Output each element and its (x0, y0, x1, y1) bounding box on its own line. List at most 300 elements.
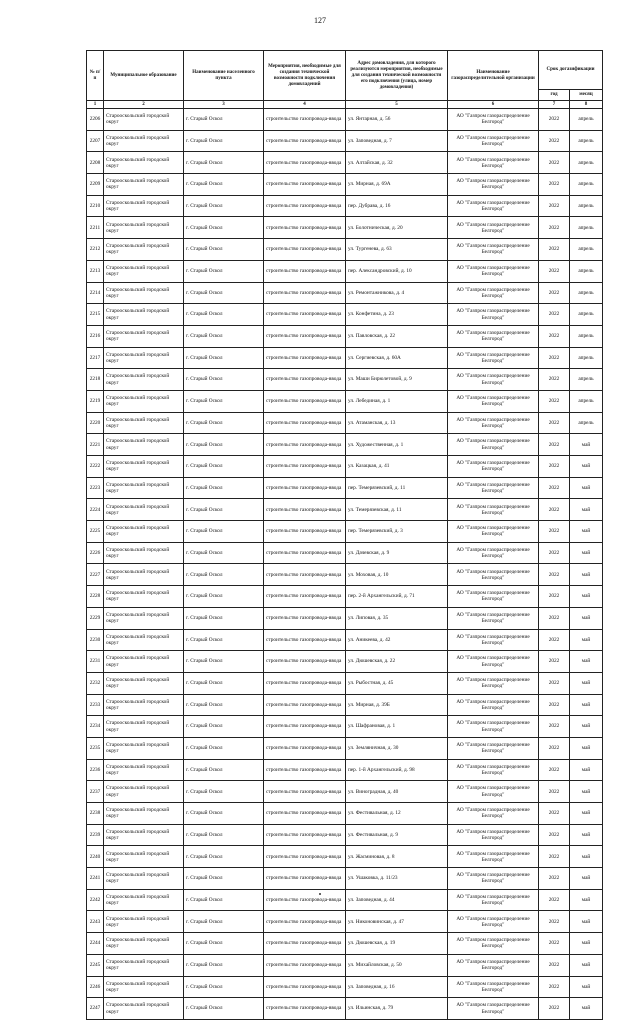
row-number: 2240 (87, 846, 104, 868)
settlement-cell: г. Старый Оскол (184, 282, 264, 304)
organization-cell: АО "Газпром газораспределение Белгород" (448, 152, 539, 174)
row-number: 2217 (87, 347, 104, 369)
year-cell: 2022 (539, 542, 570, 564)
table-row (87, 521, 603, 543)
table-row (87, 889, 603, 911)
address-cell: пер. Александровский, д. 10 (346, 260, 448, 282)
month-cell: май (570, 716, 603, 738)
column-number-row (87, 101, 603, 109)
row-number: 2227 (87, 564, 104, 586)
month-cell: апрель (570, 369, 603, 391)
month-cell: май (570, 586, 603, 608)
settlement-cell: г. Старый Оскол (184, 629, 264, 651)
measure-cell: строительство газопровода-ввода (264, 152, 346, 174)
row-number: 2220 (87, 412, 104, 434)
organization-cell: АО "Газпром газораспределение Белгород" (448, 130, 539, 152)
address-cell: ул. Земляничная, д. 30 (346, 737, 448, 759)
municipality-cell: Старооскольский городской округ (104, 586, 184, 608)
organization-cell: АО "Газпром газораспределение Белгород" (448, 998, 539, 1020)
month-cell: апрель (570, 195, 603, 217)
municipality-cell: Старооскольский городской округ (104, 152, 184, 174)
measure-cell: строительство газопровода-ввода (264, 499, 346, 521)
organization-cell: АО "Газпром газораспределение Белгород" (448, 390, 539, 412)
organization-cell: АО "Газпром газораспределение Белгород" (448, 824, 539, 846)
organization-cell: АО "Газпром газораспределение Белгород" (448, 477, 539, 499)
municipality-cell: Старооскольский городской округ (104, 694, 184, 716)
year-cell: 2022 (539, 911, 570, 933)
organization-cell: АО "Газпром газораспределение Белгород" (448, 347, 539, 369)
municipality-cell: Старооскольский городской округ (104, 390, 184, 412)
organization-cell: АО "Газпром газораспределение Белгород" (448, 239, 539, 261)
address-cell: пер. Дубрава, д. 16 (346, 195, 448, 217)
measure-cell: строительство газопровода-ввода (264, 109, 346, 131)
measure-cell: строительство газопровода-ввода (264, 629, 346, 651)
measure-cell: строительство газопровода-ввода (264, 586, 346, 608)
settlement-cell: г. Старый Оскол (184, 737, 264, 759)
table-row (87, 456, 603, 478)
table-row (87, 759, 603, 781)
row-number: 2221 (87, 434, 104, 456)
header-num: № п/п (87, 51, 104, 101)
address-cell: ул. Фестивальная, д. 9 (346, 824, 448, 846)
year-cell: 2022 (539, 325, 570, 347)
row-number: 2241 (87, 868, 104, 890)
settlement-cell: г. Старый Оскол (184, 521, 264, 543)
row-number: 2212 (87, 239, 104, 261)
row-number: 2216 (87, 325, 104, 347)
col-number: 4 (264, 101, 346, 109)
municipality-cell: Старооскольский городской округ (104, 954, 184, 976)
row-number: 2218 (87, 369, 104, 391)
settlement-cell: г. Старый Оскол (184, 456, 264, 478)
organization-cell: АО "Газпром газораспределение Белгород" (448, 456, 539, 478)
header-address: Адрес домовладения, для которого реализуются мероприятия, необходимые для создания технической возможности его подключения (улица, номер домовладения) (346, 51, 448, 101)
measure-cell: строительство газопровода-ввода (264, 933, 346, 955)
organization-cell: АО "Газпром газораспределение Белгород" (448, 672, 539, 694)
table-row (87, 325, 603, 347)
settlement-cell: г. Старый Оскол (184, 759, 264, 781)
table-row (87, 651, 603, 673)
measure-cell: строительство газопровода-ввода (264, 694, 346, 716)
organization-cell: АО "Газпром газораспределение Белгород" (448, 933, 539, 955)
row-number: 2236 (87, 759, 104, 781)
row-number: 2208 (87, 152, 104, 174)
municipality-cell: Старооскольский городской округ (104, 542, 184, 564)
year-cell: 2022 (539, 174, 570, 196)
address-cell: ул. Заповедная, д. 7 (346, 130, 448, 152)
table-row (87, 130, 603, 152)
municipality-cell: Старооскольский городской округ (104, 109, 184, 131)
organization-cell: АО "Газпром газораспределение Белгород" (448, 195, 539, 217)
row-number: 2235 (87, 737, 104, 759)
measure-cell: строительство газопровода-ввода (264, 911, 346, 933)
table-row (87, 607, 603, 629)
municipality-cell: Старооскольский городской округ (104, 347, 184, 369)
row-number: 2228 (87, 586, 104, 608)
municipality-cell: Старооскольский городской округ (104, 217, 184, 239)
month-cell: май (570, 846, 603, 868)
year-cell: 2022 (539, 564, 570, 586)
table-row (87, 217, 603, 239)
table-row (87, 824, 603, 846)
year-cell: 2022 (539, 195, 570, 217)
month-cell: май (570, 477, 603, 499)
row-number: 2247 (87, 998, 104, 1020)
organization-cell: АО "Газпром газораспределение Белгород" (448, 737, 539, 759)
address-cell: ул. Маши Бирюлетовой, д. 9 (346, 369, 448, 391)
row-number: 2232 (87, 672, 104, 694)
measure-cell: строительство газопровода-ввода (264, 477, 346, 499)
address-cell: ул. Ушаковка, д. 11/23 (346, 868, 448, 890)
row-number: 2234 (87, 716, 104, 738)
year-cell: 2022 (539, 217, 570, 239)
municipality-cell: Старооскольский городской округ (104, 456, 184, 478)
municipality-cell: Старооскольский городской округ (104, 759, 184, 781)
month-cell: май (570, 998, 603, 1020)
municipality-cell: Старооскольский городской округ (104, 499, 184, 521)
address-cell: ул. Конфетина, д. 23 (346, 304, 448, 326)
month-cell: апрель (570, 130, 603, 152)
year-cell: 2022 (539, 889, 570, 911)
settlement-cell: г. Старый Оскол (184, 174, 264, 196)
month-cell: май (570, 954, 603, 976)
organization-cell: АО "Газпром газораспределение Белгород" (448, 911, 539, 933)
measure-cell: строительство газопровода-ввода (264, 868, 346, 890)
row-number: 2230 (87, 629, 104, 651)
table-row (87, 412, 603, 434)
row-number: 2206 (87, 109, 104, 131)
col-number: 1 (87, 101, 104, 109)
municipality-cell: Старооскольский городской округ (104, 521, 184, 543)
address-cell: пер. Темерязевский, д. 3 (346, 521, 448, 543)
organization-cell: АО "Газпром газораспределение Белгород" (448, 174, 539, 196)
year-cell: 2022 (539, 781, 570, 803)
address-cell: пер. 2-й Архангельский, д. 71 (346, 586, 448, 608)
organization-cell: АО "Газпром газораспределение Белгород" (448, 325, 539, 347)
month-cell: май (570, 868, 603, 890)
organization-cell: АО "Газпром газораспределение Белгород" (448, 542, 539, 564)
month-cell: апрель (570, 109, 603, 131)
month-cell: май (570, 434, 603, 456)
municipality-cell: Старооскольский городской округ (104, 672, 184, 694)
year-cell: 2022 (539, 260, 570, 282)
measure-cell: строительство газопровода-ввода (264, 369, 346, 391)
table-row (87, 846, 603, 868)
year-cell: 2022 (539, 716, 570, 738)
municipality-cell: Старооскольский городской округ (104, 174, 184, 196)
month-cell: апрель (570, 412, 603, 434)
month-cell: апрель (570, 304, 603, 326)
address-cell: ул. Заповедная, д. 16 (346, 976, 448, 998)
address-cell: ул. Липовая, д. 35 (346, 607, 448, 629)
settlement-cell: г. Старый Оскол (184, 586, 264, 608)
organization-cell: АО "Газпром газораспределение Белгород" (448, 716, 539, 738)
year-cell: 2022 (539, 456, 570, 478)
municipality-cell: Старооскольский городской округ (104, 477, 184, 499)
municipality-cell: Старооскольский городской округ (104, 239, 184, 261)
settlement-cell: г. Старый Оскол (184, 998, 264, 1020)
address-cell: ул. Аникеева, д. 42 (346, 629, 448, 651)
month-cell: апрель (570, 347, 603, 369)
address-cell: ул. Атаманская, д. 13 (346, 412, 448, 434)
address-cell: ул. Темерязевская, д. 11 (346, 499, 448, 521)
organization-cell: АО "Газпром газораспределение Белгород" (448, 759, 539, 781)
month-cell: апрель (570, 217, 603, 239)
measure-cell: строительство газопровода-ввода (264, 434, 346, 456)
table-row (87, 347, 603, 369)
table-row (87, 434, 603, 456)
year-cell: 2022 (539, 521, 570, 543)
month-cell: апрель (570, 282, 603, 304)
organization-cell: АО "Газпром газораспределение Белгород" (448, 369, 539, 391)
month-cell: май (570, 781, 603, 803)
row-number: 2238 (87, 803, 104, 825)
organization-cell: АО "Газпром газораспределение Белгород" (448, 282, 539, 304)
table-row (87, 174, 603, 196)
table-row (87, 737, 603, 759)
table-row (87, 629, 603, 651)
month-cell: апрель (570, 260, 603, 282)
table-row (87, 109, 603, 131)
organization-cell: АО "Газпром газораспределение Белгород" (448, 260, 539, 282)
measure-cell: строительство газопровода-ввода (264, 607, 346, 629)
address-cell: ул. Мирная, д. 69А (346, 174, 448, 196)
row-number: 2215 (87, 304, 104, 326)
address-cell: ул. Дачевская, д. 9 (346, 542, 448, 564)
settlement-cell: г. Старый Оскол (184, 954, 264, 976)
col-number: 2 (104, 101, 184, 109)
measure-cell: строительство газопровода-ввода (264, 716, 346, 738)
address-cell: ул. Виноградная, д. 40 (346, 781, 448, 803)
address-cell: ул. Павловская, д. 22 (346, 325, 448, 347)
address-cell: ул. Болотническая, д. 20 (346, 217, 448, 239)
table-row (87, 239, 603, 261)
year-cell: 2022 (539, 803, 570, 825)
year-cell: 2022 (539, 434, 570, 456)
address-cell: ул. Дюшевская, д. 22 (346, 651, 448, 673)
row-number: 2222 (87, 456, 104, 478)
settlement-cell: г. Старый Оскол (184, 651, 264, 673)
measure-cell: строительство газопровода-ввода (264, 954, 346, 976)
row-number: 2211 (87, 217, 104, 239)
measure-cell: строительство газопровода-ввода (264, 651, 346, 673)
settlement-cell: г. Старый Оскол (184, 152, 264, 174)
month-cell: май (570, 889, 603, 911)
row-number: 2244 (87, 933, 104, 955)
settlement-cell: г. Старый Оскол (184, 477, 264, 499)
table-row (87, 911, 603, 933)
measure-cell: строительство газопровода-ввода (264, 325, 346, 347)
year-cell: 2022 (539, 239, 570, 261)
organization-cell: АО "Газпром газораспределение Белгород" (448, 586, 539, 608)
table-row (87, 672, 603, 694)
address-cell: ул. Алтайская, д. 32 (346, 152, 448, 174)
settlement-cell: г. Старый Оскол (184, 781, 264, 803)
row-number: 2231 (87, 651, 104, 673)
settlement-cell: г. Старый Оскол (184, 369, 264, 391)
month-cell: май (570, 456, 603, 478)
organization-cell: АО "Газпром газораспределение Белгород" (448, 304, 539, 326)
organization-cell: АО "Газпром газораспределение Белгород" (448, 521, 539, 543)
organization-cell: АО "Газпром газораспределение Белгород" (448, 868, 539, 890)
table-row (87, 499, 603, 521)
row-number: 2210 (87, 195, 104, 217)
settlement-cell: г. Старый Оскол (184, 672, 264, 694)
municipality-cell: Старооскольский городской округ (104, 933, 184, 955)
settlement-cell: г. Старый Оскол (184, 607, 264, 629)
measure-cell: строительство газопровода-ввода (264, 737, 346, 759)
organization-cell: АО "Газпром газораспределение Белгород" (448, 217, 539, 239)
settlement-cell: г. Старый Оскол (184, 109, 264, 131)
table-row (87, 564, 603, 586)
row-number: 2239 (87, 824, 104, 846)
settlement-cell: г. Старый Оскол (184, 889, 264, 911)
measure-cell: строительство газопровода-ввода (264, 781, 346, 803)
measure-cell: строительство газопровода-ввода (264, 174, 346, 196)
organization-cell: АО "Газпром газораспределение Белгород" (448, 976, 539, 998)
organization-cell: АО "Газпром газораспределение Белгород" (448, 607, 539, 629)
row-number: 2246 (87, 976, 104, 998)
table-row (87, 781, 603, 803)
col-number: 3 (184, 101, 264, 109)
year-cell: 2022 (539, 998, 570, 1020)
municipality-cell: Старооскольский городской округ (104, 889, 184, 911)
year-cell: 2022 (539, 651, 570, 673)
year-cell: 2022 (539, 607, 570, 629)
organization-cell: АО "Газпром газораспределение Белгород" (448, 564, 539, 586)
address-cell: ул. Шафрановая, д. 1 (346, 716, 448, 738)
year-cell: 2022 (539, 109, 570, 131)
table-body (87, 109, 603, 1020)
table-row (87, 304, 603, 326)
municipality-cell: Старооскольский городской округ (104, 260, 184, 282)
month-cell: апрель (570, 325, 603, 347)
table-row (87, 282, 603, 304)
address-cell: ул. Художественная, д. 1 (346, 434, 448, 456)
table-row (87, 390, 603, 412)
municipality-cell: Старооскольский городской округ (104, 130, 184, 152)
measure-cell: строительство газопровода-ввода (264, 998, 346, 1020)
measure-cell: строительство газопровода-ввода (264, 521, 346, 543)
table-row (87, 716, 603, 738)
month-cell: май (570, 824, 603, 846)
address-cell: ул. Жасминовая, д. 8 (346, 846, 448, 868)
measure-cell: строительство газопровода-ввода (264, 846, 346, 868)
header-municipality: Муниципальное образование (104, 51, 184, 101)
month-cell: апрель (570, 152, 603, 174)
settlement-cell: г. Старый Оскол (184, 564, 264, 586)
municipality-cell: Старооскольский городской округ (104, 737, 184, 759)
municipality-cell: Старооскольский городской округ (104, 998, 184, 1020)
address-cell: ул. Сергиевская, д. 60А (346, 347, 448, 369)
header-settlement: Наименование населенного пункта (184, 51, 264, 101)
settlement-cell: г. Старый Оскол (184, 499, 264, 521)
month-cell: май (570, 521, 603, 543)
address-cell: ул. Мирная, д. 39Б (346, 694, 448, 716)
organization-cell: АО "Газпром газораспределение Белгород" (448, 109, 539, 131)
measure-cell: строительство газопровода-ввода (264, 542, 346, 564)
address-cell: ул. Лебединая, д. 1 (346, 390, 448, 412)
row-number: 2225 (87, 521, 104, 543)
year-cell: 2022 (539, 477, 570, 499)
address-cell: ул. Фестивальная, д. 12 (346, 803, 448, 825)
year-cell: 2022 (539, 868, 570, 890)
settlement-cell: г. Старый Оскол (184, 239, 264, 261)
municipality-cell: Старооскольский городской округ (104, 716, 184, 738)
municipality-cell: Старооскольский городской округ (104, 803, 184, 825)
col-number: 8 (570, 101, 603, 109)
row-number: 2224 (87, 499, 104, 521)
measure-cell: строительство газопровода-ввода (264, 564, 346, 586)
municipality-cell: Старооскольский городской округ (104, 629, 184, 651)
row-number: 2209 (87, 174, 104, 196)
address-cell: ул. Тургенева, д. 63 (346, 239, 448, 261)
address-cell: ул. Янтарная, д. 56 (346, 109, 448, 131)
municipality-cell: Старооскольский городской округ (104, 369, 184, 391)
row-number: 2229 (87, 607, 104, 629)
settlement-cell: г. Старый Оскол (184, 694, 264, 716)
row-number: 2213 (87, 260, 104, 282)
settlement-cell: г. Старый Оскол (184, 434, 264, 456)
measure-cell: строительство газопровода-ввода (264, 130, 346, 152)
month-cell: май (570, 629, 603, 651)
month-cell: май (570, 499, 603, 521)
row-number: 2214 (87, 282, 104, 304)
municipality-cell: Старооскольский городской округ (104, 304, 184, 326)
organization-cell: АО "Газпром газораспределение Белгород" (448, 954, 539, 976)
address-cell: ул. Моховая, д. 10 (346, 564, 448, 586)
table-row (87, 542, 603, 564)
month-cell: май (570, 651, 603, 673)
settlement-cell: г. Старый Оскол (184, 868, 264, 890)
month-cell: май (570, 672, 603, 694)
table-row (87, 369, 603, 391)
municipality-cell: Старооскольский городской округ (104, 282, 184, 304)
measure-cell: строительство газопровода-ввода (264, 672, 346, 694)
address-cell: ул. Казацкая, д. 41 (346, 456, 448, 478)
year-cell: 2022 (539, 672, 570, 694)
measure-cell: строительство газопровода-ввода (264, 759, 346, 781)
settlement-cell: г. Старый Оскол (184, 217, 264, 239)
organization-cell: АО "Газпром газораспределение Белгород" (448, 629, 539, 651)
month-cell: май (570, 976, 603, 998)
row-number: 2242 (87, 889, 104, 911)
organization-cell: АО "Газпром газораспределение Белгород" (448, 781, 539, 803)
organization-cell: АО "Газпром газораспределение Белгород" (448, 499, 539, 521)
measure-cell: строительство газопровода-ввода (264, 976, 346, 998)
organization-cell: АО "Газпром газораспределение Белгород" (448, 846, 539, 868)
page-number: 127 (314, 16, 326, 25)
month-cell: май (570, 803, 603, 825)
settlement-cell: г. Старый Оскол (184, 325, 264, 347)
row-number: 2245 (87, 954, 104, 976)
month-cell: апрель (570, 174, 603, 196)
year-cell: 2022 (539, 737, 570, 759)
table-row (87, 586, 603, 608)
measure-cell: строительство газопровода-ввода (264, 456, 346, 478)
settlement-cell: г. Старый Оскол (184, 347, 264, 369)
measure-cell: строительство газопровода-ввода (264, 824, 346, 846)
measure-cell: строительство газопровода-ввода (264, 889, 346, 911)
municipality-cell: Старооскольский городской округ (104, 824, 184, 846)
settlement-cell: г. Старый Оскол (184, 304, 264, 326)
organization-cell: АО "Газпром газораспределение Белгород" (448, 651, 539, 673)
month-cell: май (570, 759, 603, 781)
settlement-cell: г. Старый Оскол (184, 260, 264, 282)
scan-dot (319, 893, 321, 895)
measure-cell: строительство газопровода-ввода (264, 239, 346, 261)
row-number: 2243 (87, 911, 104, 933)
